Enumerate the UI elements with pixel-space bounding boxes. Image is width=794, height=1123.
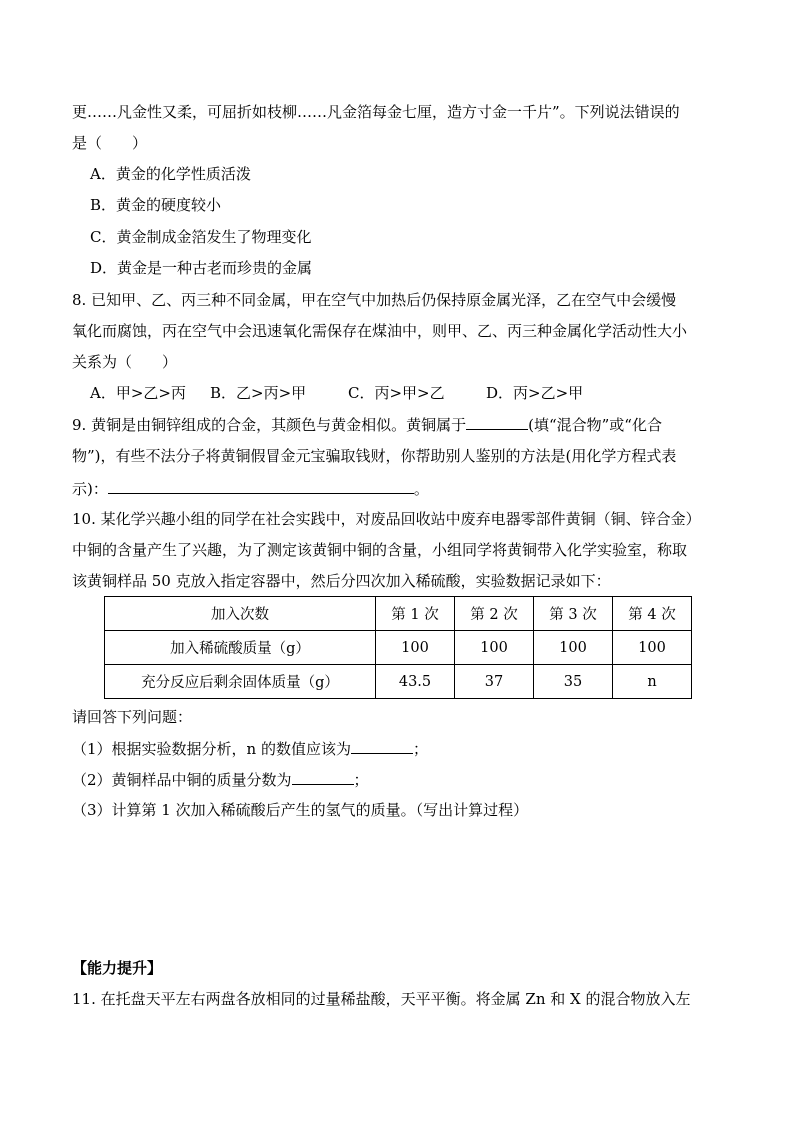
q9-line-1 bbox=[72, 413, 662, 436]
q8-line-2: 氧化而腐蚀，丙在空气中会迅速氧化需保存在煤油中，则甲、乙、丙三种金属化学活动性大小 bbox=[72, 322, 688, 340]
q10-sub-2 bbox=[72, 768, 369, 791]
q9-line-2: 物”)，有些不法分子将黄铜假冒金元宝骗取钱财，你帮助别人鉴别的方法是(用化学方程式表 bbox=[72, 447, 677, 465]
q11-line-1: 11. 在托盘天平左右两盘各放相同的过量稀盐酸，天平平衡。将金属 Zn 和 X 的混合物放入左 bbox=[72, 990, 691, 1008]
q10-line-1: 10. 某化学兴趣小组的同学在社会实践中，对废品回收站中废弃电器零部件黄铜（铜、锌合金） bbox=[72, 510, 701, 528]
q7-option-b: B．黄金的硬度较小 bbox=[90, 196, 222, 214]
q10-sub2-text: （2）黄铜样品中铜的质量分数为 bbox=[72, 771, 292, 789]
q10-sub1-text: （1）根据实验数据分析，n 的数值应该为 bbox=[72, 740, 351, 758]
data-table bbox=[104, 596, 692, 699]
q8-option-a: A．甲>乙>丙 bbox=[90, 384, 186, 402]
q9-line-3 bbox=[72, 477, 429, 500]
q10-blank-2 bbox=[292, 768, 354, 785]
q7-line-2: 是（ ） bbox=[72, 134, 148, 152]
table-row bbox=[105, 631, 692, 665]
q10-blank-1 bbox=[351, 737, 413, 754]
section-title: 【能力提升】 bbox=[72, 959, 163, 977]
table-header-cell: 加入次数 bbox=[105, 597, 376, 631]
table-cell: 100 bbox=[455, 631, 534, 665]
table-cell: 37 bbox=[455, 665, 534, 699]
q8-option-b: B．乙>丙>甲 bbox=[210, 384, 307, 402]
q7-option-c: C．黄金制成金箔发生了物理变化 bbox=[90, 228, 312, 246]
q9-blank-1 bbox=[466, 413, 528, 430]
table-cell: n bbox=[613, 665, 692, 699]
table-header-cell: 第 1 次 bbox=[376, 597, 455, 631]
q8-line-1: 8. 已知甲、乙、丙三种不同金属，甲在空气中加热后仍保持原金属光泽，乙在空气中会缓慢 bbox=[72, 291, 677, 309]
table-cell: 100 bbox=[613, 631, 692, 665]
table-row bbox=[105, 665, 692, 699]
q9-text-4: 。 bbox=[413, 480, 429, 498]
q10-sub-3: （3）计算第 1 次加入稀硫酸后产生的氢气的质量。（写出计算过程） bbox=[72, 801, 529, 819]
q7-option-d: D．黄金是一种古老而珍贵的金属 bbox=[90, 259, 313, 277]
q10-sub1-end: ； bbox=[412, 740, 428, 758]
table-header-cell: 第 4 次 bbox=[613, 597, 692, 631]
q10-sub2-end: ； bbox=[353, 771, 369, 789]
q9-blank-2 bbox=[108, 477, 414, 494]
q10-line-3: 该黄铜样品 50 克放入指定容器中，然后分四次加入稀硫酸，实验数据记录如下： bbox=[72, 572, 611, 590]
table-cell: 加入稀硫酸质量（g） bbox=[105, 631, 376, 665]
q9-text-2: (填“混合物”或“化合 bbox=[528, 416, 662, 434]
q10-line-2: 中铜的含量产生了兴趣，为了测定该黄铜中铜的含量，小组同学将黄铜带入化学实验室，称取 bbox=[72, 541, 688, 559]
table-cell: 充分反应后剩余固体质量（g） bbox=[105, 665, 376, 699]
table-cell: 43.5 bbox=[376, 665, 455, 699]
q8-option-d: D．丙>乙>甲 bbox=[486, 384, 584, 402]
q8-option-c: C．丙>甲>乙 bbox=[348, 384, 445, 402]
table-cell: 100 bbox=[376, 631, 455, 665]
table-header-cell: 第 2 次 bbox=[455, 597, 534, 631]
table-cell: 35 bbox=[534, 665, 613, 699]
q7-line-1: 更……凡金性又柔，可屈折如枝柳……凡金箔每金七厘，造方寸金一千片”。下列说法错误的 bbox=[72, 103, 680, 121]
q9-text-3: 示)： bbox=[72, 480, 108, 498]
table-header-row bbox=[105, 597, 692, 631]
q10-prompt: 请回答下列问题： bbox=[72, 708, 193, 726]
q8-line-3: 关系为（ ） bbox=[72, 353, 178, 371]
table-header-cell: 第 3 次 bbox=[534, 597, 613, 631]
q9-text-1: 9. 黄铜是由铜锌组成的合金，其颜色与黄金相似。黄铜属于 bbox=[72, 416, 467, 434]
table-cell: 100 bbox=[534, 631, 613, 665]
q7-option-a: A．黄金的化学性质活泼 bbox=[90, 165, 251, 183]
q10-sub-1 bbox=[72, 737, 428, 760]
